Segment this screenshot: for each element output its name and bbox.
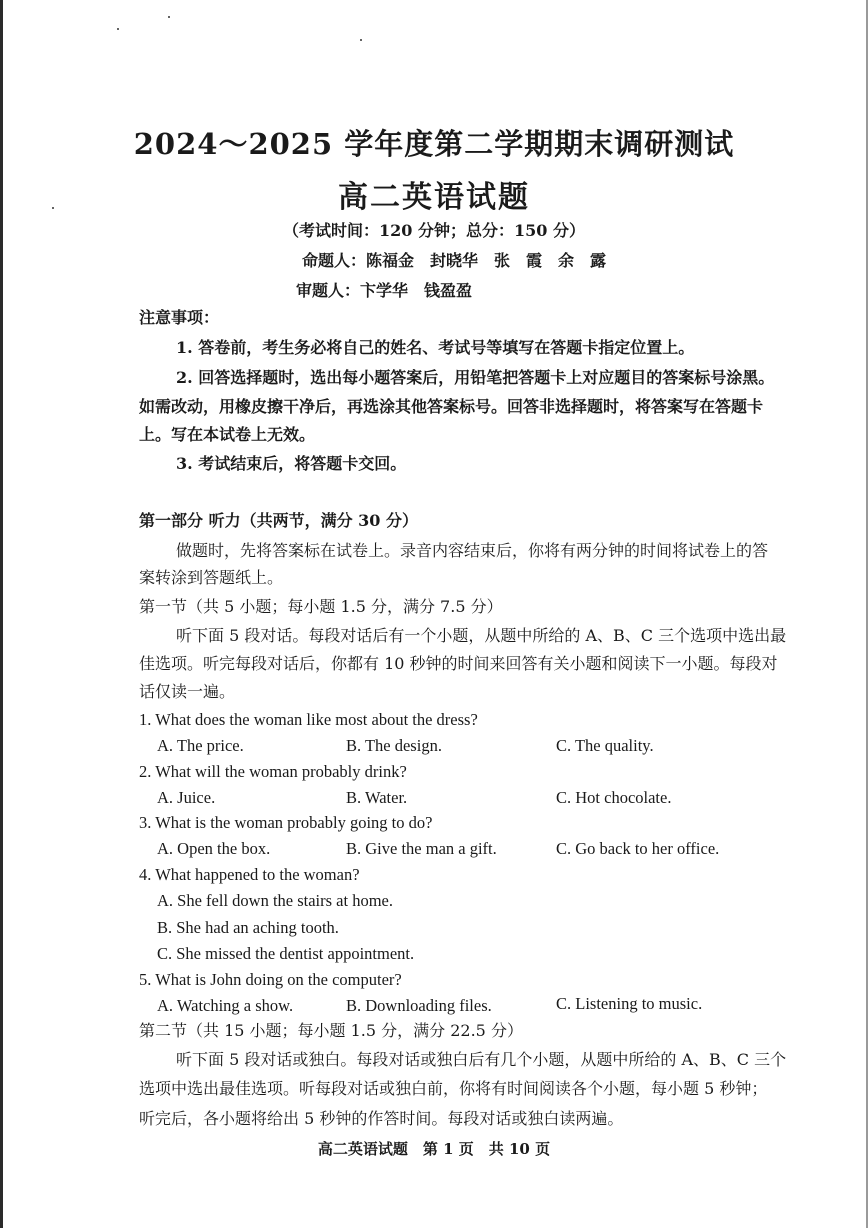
option-c: C. She missed the dentist appointment. [157, 944, 415, 963]
note-item: 如需改动，用橡皮擦干净后，再选涂其他答案标号。回答非选择题时，将答案写在答题卡 [139, 397, 764, 416]
option-b: B. She had an aching tooth. [157, 918, 339, 937]
note-item: 上。写在本试卷上无效。 [139, 425, 316, 444]
exam-reviewers: 审题人：卞学华 钱盈盈 [295, 281, 472, 300]
exam-subtitle: 高二英语试题 [338, 180, 530, 215]
option-c: C. Hot chocolate. [556, 788, 672, 807]
part-intro: 做题时，先将答案标在试卷上。录音内容结束后，你将有两分钟的时间将试卷上的答 [176, 541, 769, 560]
question-stem: 5. What is John doing on the computer? [139, 970, 402, 989]
section-intro: 选项中选出最佳选项。听每段对话或独白前，你将有时间阅读各个小题，每小题 5 秒钟； [139, 1079, 768, 1098]
exam-info: （考试时间：120 分钟；总分：150 分） [283, 221, 585, 240]
section-heading: 第二节（共 15 小题；每小题 1.5 分，满分 22.5 分） [139, 1021, 523, 1040]
scan-speck [360, 39, 362, 41]
note-item: 3. 考试结束后，将答题卡交回。 [176, 454, 407, 473]
question-stem: 3. What is the woman probably going to do? [139, 813, 433, 832]
option-a: A. She fell down the stairs at home. [157, 891, 393, 910]
option-c: C. Listening to music. [556, 994, 703, 1013]
option-a: A. Watching a show. [157, 996, 294, 1015]
section-heading: 第一节（共 5 小题；每小题 1.5 分，满分 7.5 分） [139, 597, 503, 616]
option-b: B. Downloading files. [346, 996, 492, 1015]
section-intro: 听下面 5 段对话或独白。每段对话或独白后有几个小题，从题中所给的 A、B、C 三个 [176, 1050, 787, 1069]
part-heading: 第一部分 听力（共两节，满分 30 分） [139, 511, 418, 530]
exam-authors: 命题人：陈福金 封晓华 张 霞 余 露 [301, 251, 606, 270]
option-a: A. Juice. [157, 788, 216, 807]
section-intro: 佳选项。听完每段对话后，你都有 10 秒钟的时间来回答有关小题和阅读下一小题。每段对 [139, 654, 778, 673]
option-c: C. Go back to her office. [556, 839, 720, 858]
exam-title: 2024～2025 学年度第二学期期末调研测试 [133, 127, 735, 161]
option-b: B. The design. [346, 736, 442, 755]
scan-speck [117, 28, 119, 30]
option-b: B. Water. [346, 788, 408, 807]
scan-speck [168, 16, 170, 18]
note-item: 1. 答卷前，考生务必将自己的姓名、考试号等填写在答题卡指定位置上。 [176, 338, 695, 357]
question-stem: 1. What does the woman like most about the dress? [139, 710, 478, 729]
question-stem: 2. What will the woman probably drink? [139, 762, 407, 781]
option-b: B. Give the man a gift. [346, 839, 497, 858]
section-intro: 话仅读一遍。 [139, 682, 236, 701]
option-c: C. The quality. [556, 736, 654, 755]
part-intro: 案转涂到答题纸上。 [139, 568, 284, 587]
option-a: A. The price. [157, 736, 244, 755]
note-item: 2. 回答选择题时，选出每小题答案后，用铅笔把答题卡上对应题目的答案标号涂黑。 [176, 368, 775, 387]
question-stem: 4. What happened to the woman? [139, 865, 360, 884]
section-intro: 听下面 5 段对话。每段对话后有一个小题，从题中所给的 A、B、C 三个选项中选出最 [176, 626, 787, 645]
notes-heading: 注意事项： [139, 308, 220, 327]
option-a: A. Open the box. [157, 839, 271, 858]
page-footer: 高二英语试题 第 1 页 共 10 页 [317, 1140, 551, 1158]
section-intro: 听完后，各小题将给出 5 秒钟的作答时间。每段对话或独白读两遍。 [139, 1109, 624, 1128]
